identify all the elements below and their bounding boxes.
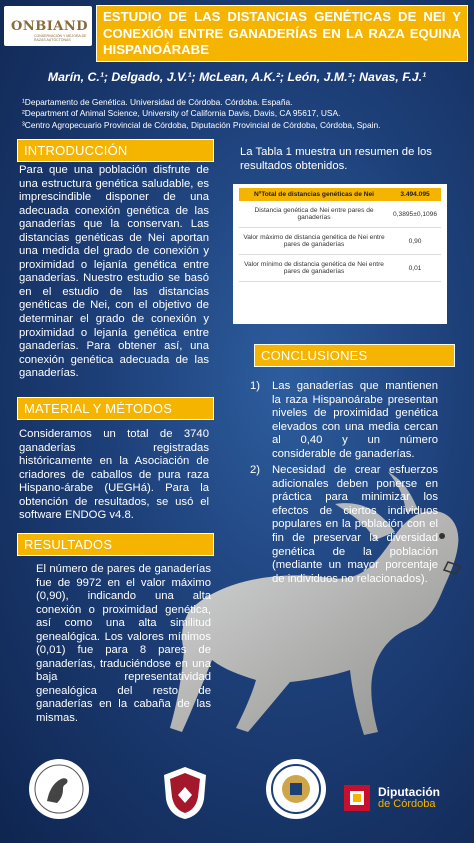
table-cell-label: Valor máximo de distancia genética de Nei entre pares de ganaderías — [239, 228, 389, 255]
table-cell-value: 0,90 — [389, 228, 441, 255]
uc-davis-seal — [264, 757, 328, 821]
affiliation-1: ¹Departamento de Genética. Universidad de Córdoba. Córdoba. España. — [22, 97, 293, 107]
logo-subtext: CONSERVACIÓN Y MEJORA DE RAZAS AUTÓCTONAS — [34, 34, 87, 42]
results-table — [233, 184, 447, 324]
list-item-number: 1) — [250, 380, 261, 392]
table-header-label: NºTotal de distancias genéticas de Nei — [239, 188, 389, 201]
affiliation-3: ³Centro Agropecuario Provincial de Córdoba, Diputación Provincial de Córdoba, Córdoba, Spain. — [22, 119, 381, 130]
poster-title: ESTUDIO DE LAS DISTANCIAS GENÉTICAS DE NEI Y CONEXIÓN ENTRE GANADERÍAS EN LA RAZA EQUINA HISPANOÁRABE — [96, 5, 468, 62]
table-cell-label: Distancia genética de Nei entre pares de ganaderías — [239, 201, 389, 228]
diputacion-line1: Diputación — [378, 784, 440, 799]
university-cordoba-logo — [160, 765, 210, 821]
conclusiones-list — [250, 380, 438, 589]
table-cell-label: Valor mínimo de distancia genética de Nei entre pares de ganaderías — [239, 255, 389, 282]
table-header-value: 3.494.095 — [389, 188, 441, 201]
list-item — [250, 464, 438, 586]
table-header-row — [239, 188, 441, 201]
affiliation-2: ²Department of Animal Science, University of California Davis, Davis, CA 95617, USA. — [22, 108, 341, 119]
diputacion-cordoba-logo — [344, 778, 448, 818]
diputacion-line2: de Córdoba — [378, 797, 436, 810]
list-item — [250, 380, 438, 461]
table-cell-value: 0,3895±0,1096 — [389, 201, 441, 228]
resultados-text: El número de pares de ganaderías fue de 9972 en el valor máximo (0,90), indicando una alta conexión o proximidad genética, así como una alta similitud genealógica. Los valores mínimos (0,01) fue para 8 pares de ganaderías, traduciéndose en una baja representatividad genealógica del resto de ganaderías en la cabaña de las mismas. — [36, 563, 211, 725]
onbiand-logo — [4, 6, 92, 46]
introduccion-heading: INTRODUCCIÓN — [17, 139, 214, 162]
material-heading: MATERIAL Y MÉTODOS — [17, 397, 214, 420]
logo-text: ONBIAND — [11, 18, 89, 34]
tabla-intro: La Tabla 1 muestra un resumen de los resultados obtenidos. — [240, 146, 432, 172]
list-item-text: Necesidad de crear esfuerzos adicionales deben ponerse en práctica para minimizar los efectos de ciertos individuos populares en la población con el fin de preservar la diversidad genética de la población (mediante un mayor porcentaje de individuos no relacionados). — [272, 464, 438, 585]
resultados-heading: RESULTADOS — [17, 533, 214, 556]
conclusiones-heading: CONCLUSIONES — [254, 344, 455, 367]
table-row — [239, 228, 441, 255]
affiliations — [22, 97, 462, 131]
breeders-association-logo — [27, 757, 91, 821]
list-item-text: Las ganaderías que mantienen la raza Hispanoárabe presentan niveles de proximidad genética elevados con una media cercan al 0,40 y un número considerable de ganaderías. — [272, 380, 438, 460]
table-row — [239, 255, 441, 282]
table-row — [239, 201, 441, 228]
table-cell-value: 0,01 — [389, 255, 441, 282]
introduccion-text: Para que una población disfrute de una estructura genética saludable, es imprescindible disponer de una adecuada conexión genética de las ganaderías que la conservan. Las distancias genéticas de Nei aportan una medida del grado de conexión y proximidad o lejanía genética entre ganaderías. Nuestro estudio se basó en el estudio de las distancias genéticas de Nei, con el objetivo de determinar el grado de conexión y proximidad o lejanía genética entre ganaderías. Para obtener así, una conexión genética adecuada de las ganaderías. — [19, 164, 209, 380]
diputacion-emblem-icon — [344, 781, 374, 815]
material-text: Consideramos un total de 3740 ganaderías registradas históricamente en la Asociación de criadores de caballos de pura raza Hispano-árabe (UEGHá). Para la obtención de resultados, se usó el software ENDOG v4.8. — [19, 428, 209, 522]
authors-line: Marín, C.¹; Delgado, J.V.¹; McLean, A.K.²; León, J.M.³; Navas, F.J.¹ — [47, 70, 427, 84]
list-item-number: 2) — [250, 464, 261, 477]
